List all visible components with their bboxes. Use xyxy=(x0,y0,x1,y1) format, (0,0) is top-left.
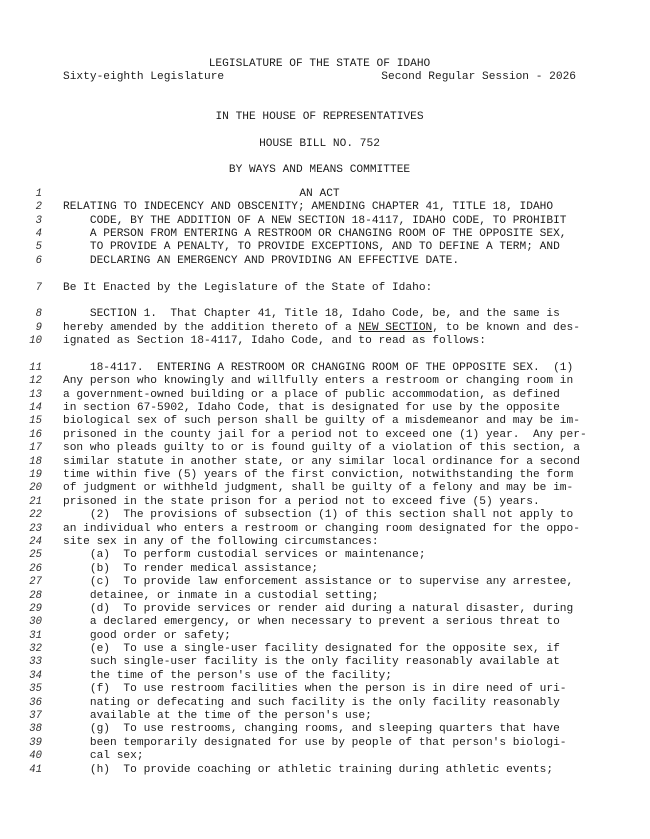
line-number: 13 xyxy=(29,388,42,401)
bill-line-13 xyxy=(0,389,650,402)
line-text: Be It Enacted by the Legislature of the State of Idaho: xyxy=(63,281,433,294)
header-spacer xyxy=(0,151,650,164)
line-text: AN ACT xyxy=(299,187,340,200)
bill-line-9 xyxy=(0,322,650,335)
line-text: (c) To provide law enforcement assistance or to supervise any arrestee, xyxy=(63,576,574,589)
bill-line-41 xyxy=(0,764,650,777)
bill-line-29 xyxy=(0,603,650,616)
bill-line-3 xyxy=(0,215,650,228)
line-text: (g) To use restrooms, changing rooms, and sleeping quarters that have xyxy=(63,723,560,736)
bill-line-6 xyxy=(0,255,650,268)
bill-line-34 xyxy=(0,670,650,683)
bill-line-21 xyxy=(0,496,650,509)
bill-line-4 xyxy=(0,228,650,241)
bill-line-25 xyxy=(0,549,650,562)
line-number: 3 xyxy=(35,214,42,227)
bill-line-30 xyxy=(0,616,650,629)
line-text: 18-4117. ENTERING A RESTROOM OR CHANGING ROOM OF THE OPPOSITE SEX. (1) xyxy=(63,361,574,374)
blank-line xyxy=(0,295,650,308)
line-text: (2) The provisions of subsection (1) of this section shall not apply to xyxy=(63,509,574,522)
line-text: (d) To provide services or render aid during a natural disaster, during xyxy=(63,602,574,615)
bill-line-24 xyxy=(0,536,650,549)
line-text: nating or defecating and such facility is the only facility reasonably xyxy=(63,696,560,709)
line-text: (f) To use restroom facilities when the person is in dire need of uri- xyxy=(63,683,567,696)
line-text: an individual who enters a restroom or changing room designated for the oppo- xyxy=(63,522,580,535)
line-number: 12 xyxy=(29,375,42,388)
line-text: cal sex; xyxy=(63,750,144,763)
line-number: 5 xyxy=(35,241,42,254)
line-number: 4 xyxy=(35,227,42,240)
line-text: been temporarily designated for use by people of that person's biologi- xyxy=(63,736,567,749)
line-text: biological sex of such person shall be guilty of a misdemeanor and may be im- xyxy=(63,415,580,428)
line-number: 27 xyxy=(29,576,42,589)
bill-line-22 xyxy=(0,509,650,522)
line-number: 32 xyxy=(29,643,42,656)
bill-line-11 xyxy=(0,362,650,375)
line-number: 31 xyxy=(29,629,42,642)
line-text: a declared emergency, or when necessary to prevent a serious threat to xyxy=(63,616,560,629)
bill-line-8 xyxy=(0,308,650,321)
line-number: 7 xyxy=(35,281,42,294)
line-number: 40 xyxy=(29,750,42,763)
line-number: 10 xyxy=(29,335,42,348)
line-text: such single-user facility is the only facility reasonably available at xyxy=(63,656,560,669)
line-number: 36 xyxy=(29,696,42,709)
line-number: 20 xyxy=(29,482,42,495)
body-spacer xyxy=(0,178,650,188)
line-text: site sex in any of the following circumstances: xyxy=(63,535,379,548)
line-text: A PERSON FROM ENTERING A RESTROOM OR CHANGING ROOM OF THE OPPOSITE SEX, xyxy=(63,227,567,240)
line-number: 24 xyxy=(29,535,42,548)
bill-line-2 xyxy=(0,201,650,214)
line-number: 9 xyxy=(35,321,42,334)
bill-line-18 xyxy=(0,456,650,469)
line-text: detainee, or inmate in a custodial setting; xyxy=(63,589,379,602)
bill-line-38 xyxy=(0,723,650,736)
line-text: RELATING TO INDECENCY AND OBSCENITY; AMENDING CHAPTER 41, TITLE 18, IDAHO xyxy=(63,201,554,214)
bill-line-27 xyxy=(0,576,650,589)
bill-line-1 xyxy=(0,188,650,201)
line-text: ignated as Section 18-4117, Idaho Code, and to read as follows: xyxy=(63,335,486,348)
line-number: 38 xyxy=(29,723,42,736)
chamber-heading: IN THE HOUSE OF REPRESENTATIVES xyxy=(215,110,424,123)
blank-line xyxy=(0,349,650,362)
line-number: 21 xyxy=(29,495,42,508)
line-text: SECTION 1. That Chapter 41, Title 18, Idaho Code, be, and the same is xyxy=(63,308,560,321)
line-text: son who pleads guilty to or is found guilty of a violation of this section, a xyxy=(63,442,580,455)
line-text: (e) To use a single-user facility designated for the opposite sex, if xyxy=(63,643,560,656)
line-text: good order or safety; xyxy=(63,629,231,642)
line-number: 1 xyxy=(35,187,42,200)
line-number: 30 xyxy=(29,616,42,629)
bill-line-26 xyxy=(0,563,650,576)
bill-line-10 xyxy=(0,335,650,348)
line-number: 37 xyxy=(29,710,42,723)
line-text: (a) To perform custodial services or maintenance; xyxy=(63,549,426,562)
line-text: of judgment or withheld judgment, shall be guilty of a felony and may be im- xyxy=(63,482,574,495)
line-number: 22 xyxy=(29,509,42,522)
line-number: 39 xyxy=(29,736,42,749)
bill-header xyxy=(0,0,650,178)
line-text: hereby amended by the addition thereto of a NEW SECTION, to be known and des- xyxy=(63,321,580,334)
line-text: (h) To provide coaching or athletic training during athletic events; xyxy=(63,763,554,776)
line-number: 6 xyxy=(35,254,42,267)
bill-line-23 xyxy=(0,523,650,536)
bill-line-5 xyxy=(0,241,650,254)
line-text: DECLARING AN EMERGENCY AND PROVIDING AN EFFECTIVE DATE. xyxy=(63,254,460,267)
bill-line-12 xyxy=(0,375,650,388)
bill-line-31 xyxy=(0,630,650,643)
line-text: TO PROVIDE A PENALTY, TO PROVIDE EXCEPTIONS, AND TO DEFINE A TERM; AND xyxy=(63,241,560,254)
line-number: 23 xyxy=(29,522,42,535)
line-number: 19 xyxy=(29,469,42,482)
line-number: 17 xyxy=(29,442,42,455)
line-text: prisoned in the state prison for a period not to exceed five (5) years. xyxy=(63,495,540,508)
bill-line-15 xyxy=(0,415,650,428)
line-number: 29 xyxy=(29,602,42,615)
line-text: the time of the person's use of the facility; xyxy=(63,669,392,682)
legislature-title: LEGISLATURE OF THE STATE OF IDAHO xyxy=(208,58,431,70)
bill-line-35 xyxy=(0,683,650,696)
line-text: time within five (5) years of the first conviction, notwithstanding the form xyxy=(63,469,574,482)
header-spacer xyxy=(0,85,650,111)
line-number: 26 xyxy=(29,562,42,575)
line-text: (b) To render medical assistance; xyxy=(63,562,319,575)
bill-line-17 xyxy=(0,442,650,455)
blank-line xyxy=(0,268,650,281)
bill-line-39 xyxy=(0,737,650,750)
bill-line-32 xyxy=(0,643,650,656)
bill-line-14 xyxy=(0,402,650,415)
bill-line-36 xyxy=(0,697,650,710)
line-text: available at the time of the person's use; xyxy=(63,710,372,723)
line-number: 33 xyxy=(29,656,42,669)
line-number: 28 xyxy=(29,589,42,602)
line-text: in section 67-5902, Idaho Code, that is designated for use by the opposite xyxy=(63,402,560,415)
line-number: 14 xyxy=(29,402,42,415)
bill-body-lines xyxy=(0,188,650,777)
header-spacer xyxy=(0,124,650,137)
bill-number-heading: HOUSE BILL NO. 752 xyxy=(259,137,380,150)
line-number: 34 xyxy=(29,669,42,682)
bill-line-7 xyxy=(0,282,650,295)
line-number: 11 xyxy=(29,361,42,374)
bill-line-20 xyxy=(0,482,650,495)
underlined-text: NEW SECTION xyxy=(358,321,433,334)
line-text: similar statute in another state, or any similar local ordinance for a second xyxy=(63,455,580,468)
line-text: CODE, BY THE ADDITION OF A NEW SECTION 18-4117, IDAHO CODE, TO PROHIBIT xyxy=(63,214,567,227)
bill-line-37 xyxy=(0,710,650,723)
line-number: 2 xyxy=(35,201,42,214)
bill-line-16 xyxy=(0,429,650,442)
line-text: a government-owned building or a place of public accommodation, as defined xyxy=(63,388,560,401)
line-number: 8 xyxy=(35,308,42,321)
bill-line-33 xyxy=(0,656,650,669)
session-row xyxy=(63,71,576,84)
line-number: 35 xyxy=(29,683,42,696)
line-number: 18 xyxy=(29,455,42,468)
line-number: 15 xyxy=(29,415,42,428)
line-text: prisoned in the county jail for a period not to exceed one (1) year. Any per- xyxy=(63,428,587,441)
line-text: Any person who knowingly and willfully enters a restroom or changing room in xyxy=(63,375,574,388)
line-number: 25 xyxy=(29,549,42,562)
legislature-ordinal: Sixty-eighth Legislature xyxy=(63,71,225,84)
bill-line-40 xyxy=(0,750,650,763)
line-number: 41 xyxy=(29,763,42,776)
line-number: 16 xyxy=(29,428,42,441)
bill-line-19 xyxy=(0,469,650,482)
session-label: Second Regular Session - 2026 xyxy=(381,71,576,84)
committee-heading: BY WAYS AND MEANS COMMITTEE xyxy=(228,164,411,177)
bill-line-28 xyxy=(0,590,650,603)
